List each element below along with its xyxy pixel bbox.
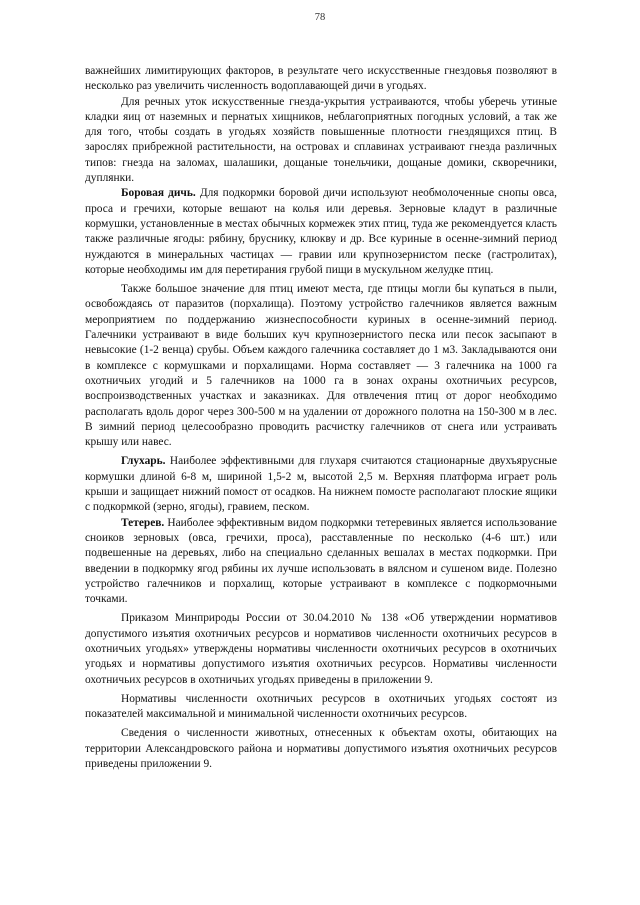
section-paragraph-borovaya-dich (85, 186, 557, 278)
paragraph-text: Для подкормки боровой дичи используют необмолоченные снопы овса, проса и гречихи, которые вешают на колья или деревья. Зерновые кладут в различные кормушки, установленные в местах обычных кормежек этих птиц, туда же рекомендуется класть также различные ягоды: рябину, бруснику, клюкву и др. Все куриные в осенне-зимний период нуждаются в минеральных частицах — гравии или крупнозернистом песке (гастролитах), которые необходимы им для перетирания грубой пищи в мускульном желудке птиц. (85, 187, 557, 276)
paragraph: Также большое значение для птиц имеют места, где птицы могли бы купаться в пыли, освобождаясь от паразитов (порхалища). Поэтому устройство галечников является важным мероприятием по поддержанию жизнеспособности куриных в осенне-зимний период. Галечники устраивают в виде больших куч крупнозернистого песка или песок засыпают в невысокие (1-2 венца) срубы. Объем каждого галечника составляет до 1 м3. Закладываются они в комплексе с кормушками и порхалищами. Норма составляет — 3 галечника на 1000 га охотничьих угодий и 5 галечников на 1000 га в зонах охраны охотничьих ресурсов, воспроизводственных участках и заказниках. Для отвлечения птиц от дорог необходимо располагать вдоль дорог через 300-500 м на удалении от дорожного полотна на 150-300 м в лес. В зимний период целесообразно проводить расчистку галечников от снега или устраивать крышу или навес. (85, 283, 557, 449)
paragraph: Для речных уток искусственные гнезда-укрытия устраиваются, чтобы уберечь утиные кладки яиц от наземных и пернатых хищников, неблагоприятных погодных условий, а так же для того, чтобы создать в угодьях хозяйств повышенные плотности гнездящихся птиц. В зарослях прибрежной растительности, на островах и сплавинах устраивают гнезда различных типов: гнезда на заломах, шалашики, дощаные тонельчики, дощаные домики, скворечники, дуплянки. (85, 95, 557, 185)
section-heading: Боровая дичь. (121, 187, 196, 200)
paragraph: Приказом Минприроды России от 30.04.2010 № 138 «Об утверждении нормативов допустимого изъятия охотничьих ресурсов и нормативов численности охотничьих ресурсов в охотничьих угодьях» утверждены нормативы численности охотничьих ресурсов в охотничьих угодьях и нормативы допустимого изъятия охотничьих ресурсов. Нормативы численности охотничьих ресурсов в охотничьих угодьях приведены в приложении 9. (85, 612, 557, 686)
page-number: 78 (314, 12, 326, 23)
paragraph-text: Наиболее эффективным видом подкормки тетеревиных является использование сноиков зерновых (овса, гречихи, проса), расставленные по несколько (4-6 шт.) или подвешенные на деревьях, либо на специально сделанных вешалах в местах подкормки. При введении в подкормку ягод рябины их лучше использовать в вялсном и сушеном виде. Полезно устройство галечников и порхалищ, которые устраивают в комплексе с подкормочными точками. (85, 516, 557, 606)
section-heading: Тетерев. (121, 516, 165, 529)
body-text (85, 64, 557, 772)
paragraph: Нормативы численности охотничьих ресурсов в охотничьих угодьях состоят из показателей максимальной и минимальной численности охотничьих ресурсов. (85, 692, 557, 721)
paragraph-text: Наиболее эффективными для глухаря считаются стационарные двухъярусные кормушки длиной 6-8 м, шириной 1,5-2 м, высотой 2,5 м. Верхняя платформа играет роль крыши и защищает нижний помост от осадков. На нижнем помосте располагают плоские ящики с подкормкой (зерно, ягоды), гравием, песком. (85, 455, 557, 514)
section-heading: Глухарь. (121, 455, 166, 468)
section-paragraph-teterev (85, 516, 557, 608)
paragraph: Сведения о численности животных, отнесенных к объектам охоты, обитающих на территории Александровского района и нормативы допустимого изъятия охотничьих ресурсов приведены приложении 9. (85, 727, 557, 771)
paragraph: важнейших лимитирующих факторов, в результате чего искусственные гнездовья позволяют в несколько раз увеличить численность водоплавающей дичи в угодьях. (85, 65, 557, 93)
section-paragraph-glukhar (85, 454, 557, 515)
